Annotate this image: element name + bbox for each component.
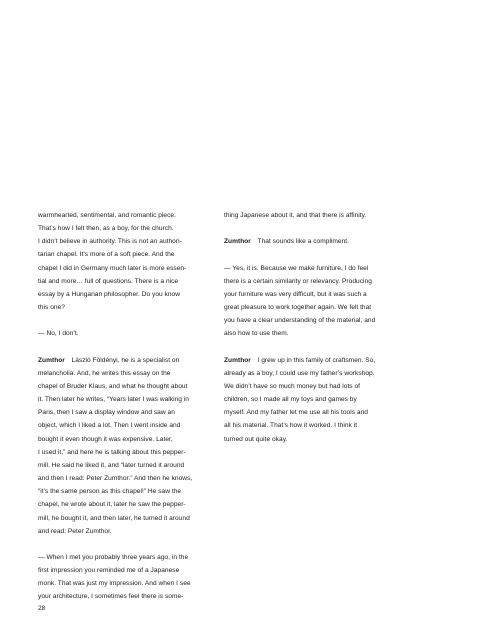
text-line: tial and more… full of questions. There is a nice xyxy=(38,277,179,285)
text-line: children, so I made all my toys and games by xyxy=(224,396,357,404)
speaker-text: I grew up in this family of craftsmen. So, xyxy=(257,356,376,364)
text-line: monk. That was just my impression. And when I see xyxy=(38,580,191,588)
speaker-text: László Földényi, he is a specialist on xyxy=(71,356,180,364)
text-line: mill, he bought it, and then later, he turned it around xyxy=(38,514,190,522)
text-line: That’s how I felt then, as a boy, for the church. xyxy=(38,225,174,233)
text-line: you have a clear understanding of the material, and xyxy=(224,317,376,325)
text-line: object, which I liked a lot. Then I went inside and xyxy=(38,422,181,430)
right-text-column xyxy=(224,209,386,446)
text-line xyxy=(38,354,200,367)
text-line: your architecture, I sometimes feel there is some- xyxy=(38,593,184,601)
paragraph-gap xyxy=(38,341,200,354)
text-line: chapel I did in Germany much later is more essen- xyxy=(38,264,187,272)
text-line: mill. He said he liked it, and “later turned it around xyxy=(38,461,185,469)
text-line: chapel of Bruder Klaus, and what he thought about xyxy=(38,383,188,390)
text-line xyxy=(224,235,386,248)
text-line: there is a certain similarity or relevancy. Producing xyxy=(224,277,372,285)
text-line: melancholia. And, he writes this essay on the xyxy=(38,369,171,377)
text-line: and then I read: Peter Zumthor.” And then he knows, xyxy=(38,475,193,483)
text-line: great pleasure to work together again. We felt that xyxy=(224,304,372,312)
paragraph-gap xyxy=(38,538,200,551)
text-line: — Yes, it is. Because we make furniture, I do feel xyxy=(224,264,369,272)
text-line: first impression you reminded me of a Japanese xyxy=(38,567,180,575)
text-line: — No, I don’t. xyxy=(38,330,79,338)
speaker-name: Zumthor xyxy=(224,356,251,364)
left-text-column xyxy=(38,209,200,604)
text-line: I didn’t believe in authority. This is not an authori- xyxy=(38,238,182,246)
text-line: — When I met you probably three years ago, in the xyxy=(38,554,189,562)
text-line: all his material. That’s how it worked. I think it xyxy=(224,422,358,430)
text-line: your furniture was very difficult, but it was such a xyxy=(224,290,367,298)
text-line: already as a boy, I could use my father’s workshop. xyxy=(224,369,375,377)
page-number: 28 xyxy=(38,605,46,612)
text-line: Paris, then I saw a display window and saw an xyxy=(38,409,175,417)
paragraph-gap xyxy=(224,341,386,354)
text-line: essay by a Hungarian philosopher. Do you know xyxy=(38,290,181,298)
text-line: I used it,” and here he is talking about this pepper- xyxy=(38,448,186,456)
text-line: turned out quite okay. xyxy=(224,435,288,443)
text-line: We didn’t have so much money but had lots of xyxy=(224,382,361,390)
text-line: “it’s the same person as this chapel!” He saw the xyxy=(38,488,182,496)
text-line: chapel, he wrote about it, later he saw the pepper- xyxy=(38,501,186,509)
paragraph-gap xyxy=(224,222,386,235)
text-line: bought it even though it was expensive. Later, xyxy=(38,435,173,443)
speaker-text: That sounds like a compliment. xyxy=(257,238,350,246)
text-line: and read: Peter Zumthor. xyxy=(38,527,112,535)
text-line: myself. And my father let me use all his tools and xyxy=(224,409,368,417)
speaker-name: Zumthor xyxy=(38,356,65,364)
text-line: warmhearted, sentimental, and romantic piece. xyxy=(38,212,176,219)
text-line: thing Japanese about it, and that there is affinity. xyxy=(224,212,367,219)
text-line xyxy=(224,354,386,367)
text-line: also how to use them. xyxy=(224,330,289,338)
paragraph-gap xyxy=(224,248,386,261)
text-line: tarian chapel. It’s more of a soft piece. And the xyxy=(38,251,175,259)
paragraph-gap xyxy=(38,314,200,327)
speaker-name: Zumthor xyxy=(224,238,251,246)
text-line: this one? xyxy=(38,304,65,312)
text-line: it. Then later he writes, “Years later I was walking in xyxy=(38,396,189,404)
